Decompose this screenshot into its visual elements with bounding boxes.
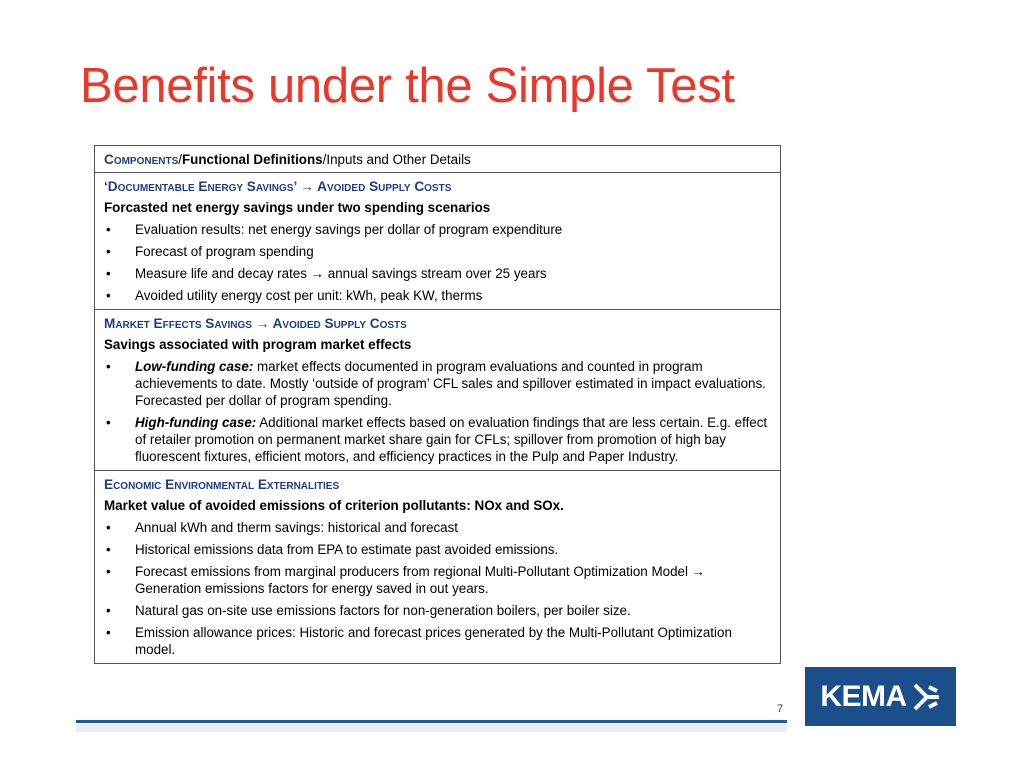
header-functional-definitions: Functional Definitions: [182, 152, 323, 167]
section-documentable-savings: [95, 173, 780, 310]
section-heading: Economic Environmental Externalities: [104, 477, 340, 492]
bullet-text: Avoided utility energy cost per unit: kWh, peak KW, therms: [135, 288, 483, 303]
section-subheading: Savings associated with program market effects: [104, 337, 412, 352]
footer-shadow-band: [76, 724, 787, 732]
section-subheading: Market value of avoided emissions of criterion pollutants: NOx and SOx.: [104, 498, 564, 513]
bullet-text: Historical emissions data from EPA to estimate past avoided emissions.: [135, 542, 559, 557]
slide-title: Benefits under the Simple Test: [80, 59, 735, 113]
list-item: [104, 563, 772, 597]
bullet-text: Annual kWh and therm savings: historical and forecast: [135, 520, 459, 535]
bullet-list: [104, 221, 772, 304]
header-separator-1: /: [178, 152, 182, 167]
components-table: [94, 145, 781, 664]
list-item: [104, 358, 772, 409]
list-item: [104, 624, 772, 658]
list-item: [104, 265, 772, 282]
header-inputs-details: Inputs and Other Details: [326, 152, 471, 167]
section-subheading: Forcasted net energy savings under two spending scenarios: [104, 200, 491, 215]
kema-logo: [805, 667, 956, 726]
list-item: [104, 221, 772, 238]
bullet-text: Natural gas on-site use emissions factors for non-generation boilers, per boiler size.: [135, 603, 631, 618]
bullet-text: Forecast of program spending: [135, 244, 314, 259]
bullet-lead: High-funding case:: [135, 415, 257, 430]
header-components: Components: [104, 152, 179, 167]
section-heading: Market Effects Savings → Avoided Supply Costs: [104, 316, 407, 331]
list-item: [104, 519, 772, 536]
section-environmental-externalities: [95, 471, 780, 663]
bullet-list: [104, 519, 772, 658]
bullet-text: Additional market effects based on evaluation findings that are less certain. E.g. effect of retailer promotion on permanent market share gain for CFLs; spillover from promotion of high bay fluorescent fixtures, efficient motors, and efficiency practices in the Pulp and Paper Industry.: [135, 415, 768, 464]
section-market-effects: [95, 310, 780, 471]
bullet-text: Evaluation results: net energy savings per dollar of program expenditure: [135, 222, 563, 237]
logo-mark-icon: [911, 681, 941, 713]
bullet-text: Measure life and decay rates → annual savings stream over 25 years: [135, 266, 547, 281]
page-number: 7: [777, 703, 784, 715]
section-heading: ‘Documentable Energy Savings’ → Avoided Supply Costs: [104, 179, 452, 194]
bullet-text: Forecast emissions from marginal producers from regional Multi-Pollutant Optimization Model → Generation emissions factors for energy saved in out years.: [135, 564, 706, 596]
logo-wordmark: KEMA: [820, 679, 907, 713]
list-item: [104, 414, 772, 465]
footer-divider: [76, 720, 787, 723]
list-item: [104, 287, 772, 304]
list-item: [104, 243, 772, 260]
table-header-row: [95, 146, 780, 173]
bullet-lead: Low-funding case:: [135, 359, 254, 374]
bullet-text: market effects documented in program evaluations and counted in program achievements to date. Mostly ‘outside of program’ CFL sales and spillover estimated in impact evaluations. Forecasted per dollar of program spending.: [135, 359, 766, 408]
list-item: [104, 541, 772, 558]
bullet-list: [104, 358, 772, 465]
list-item: [104, 602, 772, 619]
bullet-text: Emission allowance prices: Historic and forecast prices generated by the Multi-Pollutant Optimization model.: [135, 625, 732, 657]
header-separator-2: /: [322, 152, 327, 167]
